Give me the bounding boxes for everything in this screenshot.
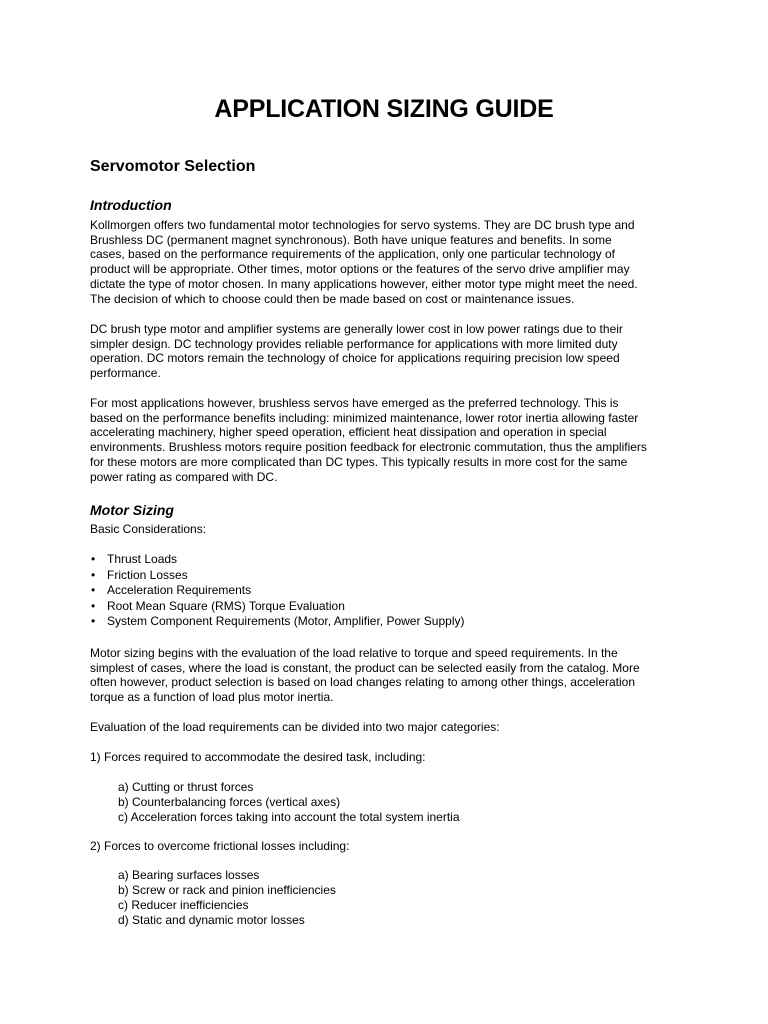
list-item (90, 599, 464, 615)
category-1-item-c: c) Acceleration forces taking into account the total system inertia (118, 810, 460, 824)
list-item-text: Thrust Loads (107, 552, 178, 566)
intro-paragraph-3: For most applications however, brushless servos have emerged as the preferred technology. This is based on the performance benefits including: minimized maintenance, lower rotor inertia allowing faster accelerating machinery, higher speed operation, efficient heat dissipation and operation in special environments. Brushless motors require position feedback for electronic commutation, thus the amplifiers for these motors are more complicated than DC types. This typically results in more cost for the same power rating as compared with DC. (90, 396, 647, 484)
category-1-item-a: a) Cutting or thrust forces (118, 780, 254, 794)
list-item (90, 614, 464, 630)
category-2-item-b: b) Screw or rack and pinion inefficiencies (118, 883, 336, 897)
intro-paragraph-2: DC brush type motor and amplifier systems are generally lower cost in low power ratings due to their simpler design. DC technology provides reliable performance for applications with more limited duty operation. DC motors remain the technology of choice for applications requiring precision low speed performance. (90, 322, 623, 381)
section-heading-servomotor-selection: Servomotor Selection (90, 158, 256, 175)
bullet-icon: • (91, 598, 96, 613)
list-item-text: System Component Requirements (Motor, Amplifier, Power Supply) (107, 614, 465, 629)
list-item (90, 568, 464, 584)
page-title: APPLICATION SIZING GUIDE (214, 95, 554, 123)
list-item (90, 583, 464, 599)
bullet-icon: • (91, 552, 96, 566)
basic-considerations-label: Basic Considerations: (90, 522, 207, 536)
list-item (90, 552, 464, 568)
category-2-item-a: a) Bearing surfaces losses (118, 868, 260, 882)
subheading-introduction: Introduction (90, 197, 172, 213)
category-2-item-d: d) Static and dynamic motor losses (118, 913, 305, 927)
bullet-icon: • (91, 583, 96, 598)
list-item-text: Friction Losses (107, 567, 188, 582)
evaluation-text: Evaluation of the load requirements can be divided into two major categories: (90, 720, 500, 734)
category-2-label: 2) Forces to overcome frictional losses including: (90, 839, 350, 853)
considerations-list (90, 552, 464, 630)
subheading-motor-sizing: Motor Sizing (90, 502, 174, 518)
category-2-item-c: c) Reducer inefficiencies (118, 898, 249, 912)
list-item-text: Acceleration Requirements (107, 583, 252, 598)
list-item-text: Root Mean Square (RMS) Torque Evaluation (107, 598, 345, 613)
intro-paragraph-1: Kollmorgen offers two fundamental motor technologies for servo systems. They are DC brush type and Brushless DC (permanent magnet synchronous). Both have unique features and benefits. In some cases, based on the performance requirements of the application, only one particular technology of product will be appropriate. Other times, motor options or the features of the servo drive amplifier may dictate the type of motor chosen. In many applications however, either motor type might meet the need. The decision of which to choose could then be made based on cost or maintenance issues. (90, 218, 638, 306)
motor-sizing-paragraph: Motor sizing begins with the evaluation of the load relative to torque and speed requirements. In the simplest of cases, where the load is constant, the product can be selected easily from the catalog. More often however, product selection is based on load changes relating to among other things, acceleration torque as a function of load plus motor inertia. (90, 646, 640, 705)
bullet-icon: • (91, 614, 96, 629)
category-1-item-b: b) Counterbalancing forces (vertical axes) (118, 795, 341, 809)
category-1-label: 1) Forces required to accommodate the desired task, including: (90, 750, 426, 764)
bullet-icon: • (91, 567, 96, 582)
